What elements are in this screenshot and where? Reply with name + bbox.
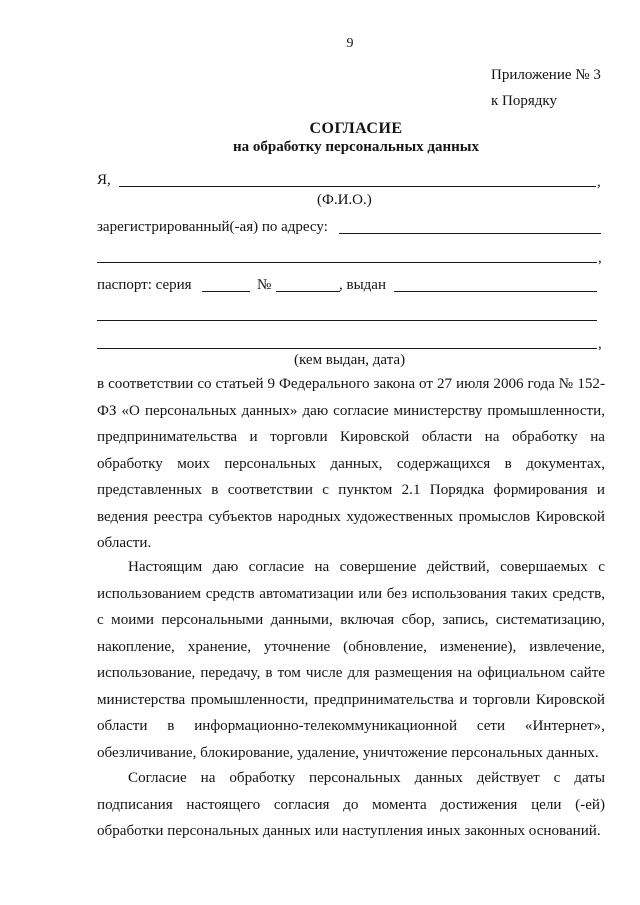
address-blank-line-2 [97,262,597,263]
consent-paragraph-2 [97,554,605,766]
issued-label: , выдан [339,277,386,293]
consent-paragraph-1-text: в соответствии со статьей 9 Федерального закона от 27 июля 2006 года № 152-ФЗ «О персональных данных» даю согласие министерству промышленности, предпринимательства и торговли Кировской области на обработку на обработку моих персональных данных, содержащихся в документах, представленных в соответствии с пунктом 2.1 Порядка формирования и ведения реестра субъектов народных художественных промыслов Кировской области. [97,376,605,551]
issued-comma: , [598,336,602,352]
appendix-line-1: Приложение № 3 [491,67,601,83]
consent-paragraph-3 [97,765,605,845]
address-label: зарегистрированный(-ая) по адресу: [97,219,328,235]
issued-blank-line-2 [97,320,597,321]
passport-number-sign: № [257,277,272,293]
issued-blank-line-1 [394,291,597,292]
fio-comma: , [597,174,601,190]
issued-caption: (кем выдан, дата) [294,352,406,368]
fio-caption: (Ф.И.О.) [317,192,372,208]
address-comma: , [598,250,602,266]
document-title: СОГЛАСИЕ [309,120,403,137]
issued-blank-line-3 [97,348,597,349]
consent-paragraph-1 [97,371,605,557]
passport-number-blank [276,291,340,292]
page-number: 9 [346,36,354,51]
document-subtitle: на обработку персональных данных [233,139,479,155]
passport-series-blank [202,291,250,292]
ya-label: Я, [97,172,111,188]
passport-series-label: паспорт: серия [97,277,192,293]
fio-blank-line [119,186,596,187]
consent-paragraph-2-text: Настоящим даю согласие на совершение действий, совершаемых с использованием средств автоматизации или без использования таких средств, с моими персональными данными, включая сбор, запись, систематизацию, накопление, хранение, уточнение (обновление, изменение), извлечение, использование, передачу, в том числе для размещения на официальном сайте министерства промышленности, предпринимательства и торговли Кировской области в информационно-телекоммуникационной сети «Интернет», обезличивание, блокирование, удаление, уничтожение персональных данных. [97,559,605,761]
consent-paragraph-3-text: Согласие на обработку персональных данных действует с даты подписания настоящего согласия до момента достижения цели (-ей) обработки персональных данных или наступления иных законных оснований. [97,770,605,839]
address-blank-line-1 [339,233,601,234]
appendix-line-2: к Порядку [491,93,557,109]
